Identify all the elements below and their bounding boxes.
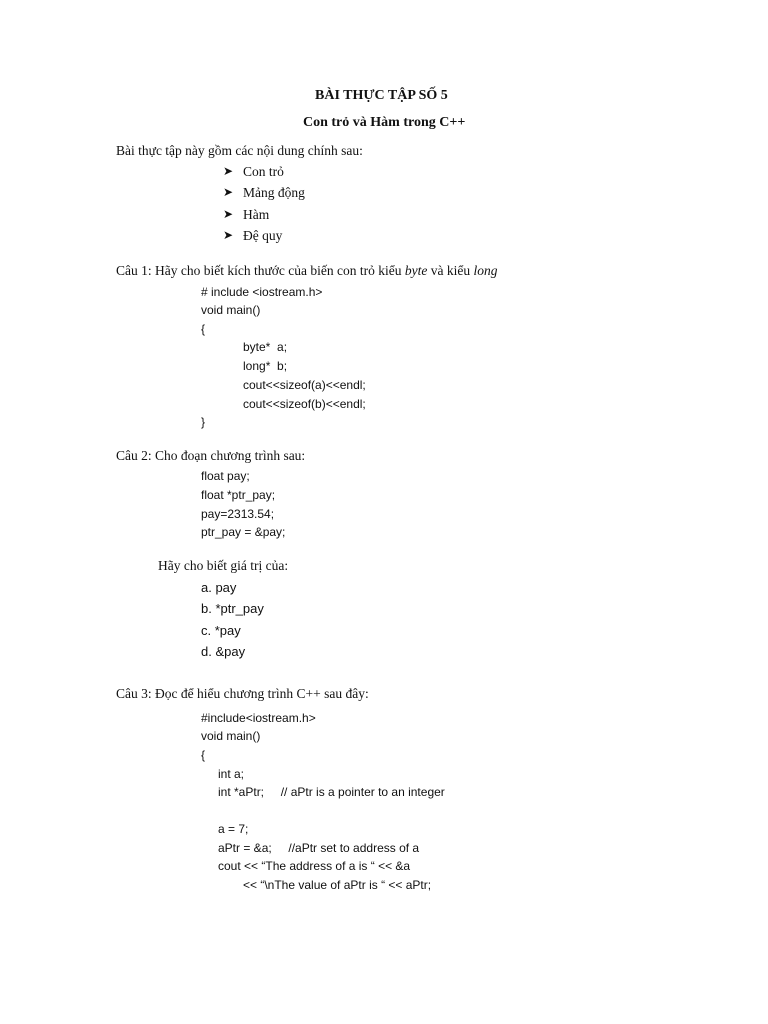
code-line: a = 7; [218,822,249,836]
code-line: long* b; [243,359,288,373]
code-line: cout<<sizeof(a)<<endl; [243,378,366,392]
code-line: cout<<sizeof(b)<<endl; [243,397,366,411]
code-line: << “\nThe value of aPtr is “ << aPtr; [243,878,432,892]
question-3-text: Câu 3: Đọc để hiểu chương trình C++ sau đây: [116,686,369,701]
code-line: #include<iostream.h> [201,711,316,725]
question-2-ask: Hãy cho biết giá trị của: [158,558,289,573]
code-line: ptr_pay = &pay; [201,525,286,539]
code-line: } [201,415,206,429]
page-title: BÀI THỰC TẬP SỐ 5 [315,88,448,103]
question-2-text: Câu 2: Cho đoạn chương trình sau: [116,448,306,463]
code-line: void main() [201,303,261,317]
type-long: long [473,263,498,278]
arrow-bullet-icon: ➤ [223,164,234,178]
code-line: pay=2313.54; [201,507,275,521]
question-1-mid: và kiểu [427,263,474,278]
code-line: aPtr = &a; //aPtr set to address of a [218,841,420,855]
code-line: { [201,748,206,762]
topic-item: Hàm [243,207,270,222]
code-line: { [201,322,206,336]
code-line: # include <iostream.h> [201,285,323,299]
code-line: int *aPtr; // aPtr is a pointer to an integer [218,785,445,799]
intro-text: Bài thực tập này gồm các nội dung chính sau: [116,143,363,158]
topic-item: Con trỏ [243,164,284,179]
code-line: int a; [218,767,245,781]
arrow-bullet-icon: ➤ [223,207,234,221]
code-line: cout << “The address of a is “ << &a [218,859,411,873]
code-line: float pay; [201,469,250,483]
code-line: float *ptr_pay; [201,488,276,502]
answer-option: a. pay [201,580,237,595]
code-line: byte* a; [243,340,288,354]
type-byte: byte [404,263,428,278]
answer-option: b. *ptr_pay [201,601,264,616]
topic-item: Đệ quy [243,228,283,243]
question-1-text [116,263,498,279]
question-1-prefix: Câu 1: Hãy cho biết kích thước của biến con trỏ kiểu [116,263,405,278]
answer-option: c. *pay [201,623,241,638]
code-line: void main() [201,729,261,743]
page-subtitle: Con trỏ và Hàm trong C++ [303,115,466,130]
arrow-bullet-icon: ➤ [223,228,234,242]
topic-item: Mảng động [243,185,305,200]
arrow-bullet-icon: ➤ [223,185,234,199]
answer-option: d. &pay [201,644,246,659]
